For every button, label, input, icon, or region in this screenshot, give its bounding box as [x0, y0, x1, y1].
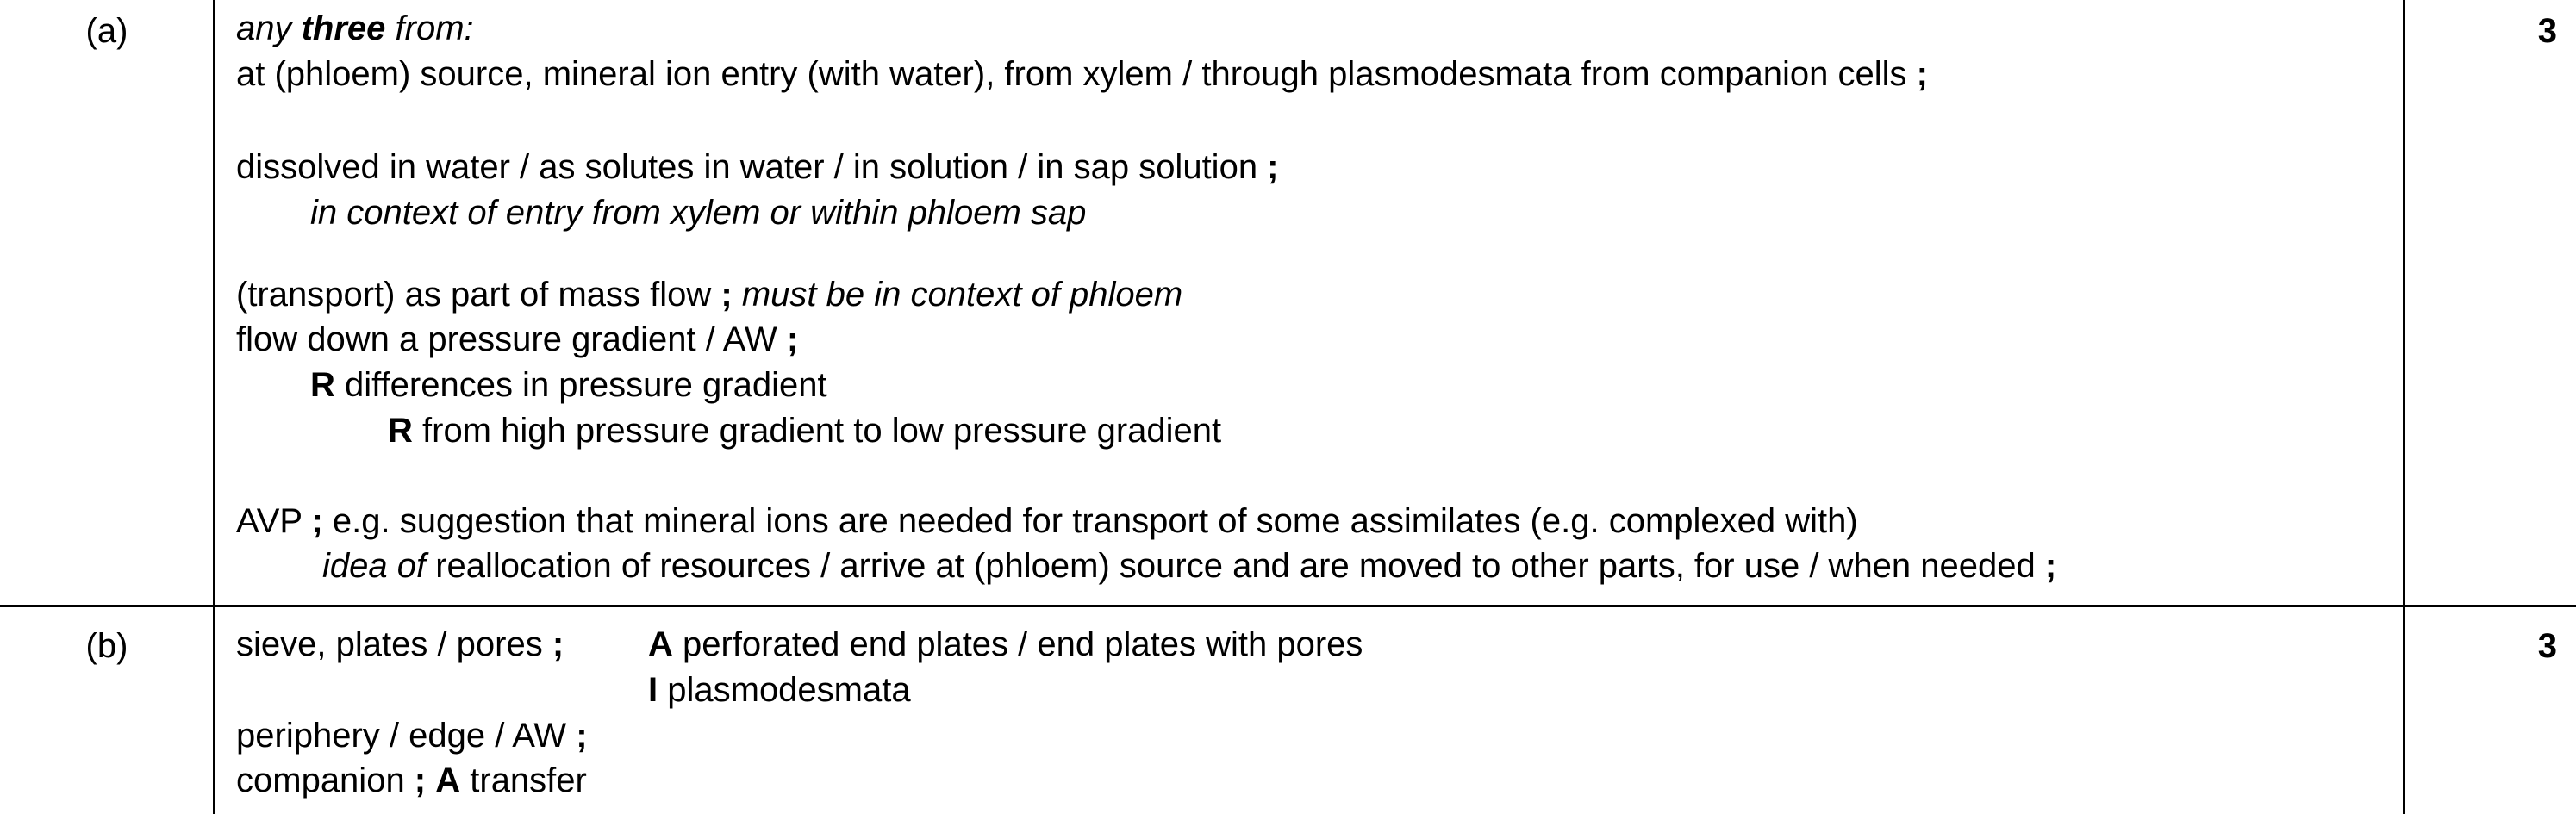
mark-separator: ;	[1916, 55, 1928, 93]
part-a-point-4	[236, 318, 798, 361]
point-text: e.g. suggestion that mineral ions are needed for transport of some assimilates (e.g. complexed with)	[322, 502, 1858, 540]
mark-separator: ;	[2044, 547, 2057, 585]
part-a-label: (a)	[85, 12, 128, 50]
part-a-point-5	[236, 500, 1858, 543]
idea-of: idea of	[322, 547, 427, 585]
accept-code: A	[435, 761, 461, 799]
point-text: sieve, plates / pores	[236, 625, 552, 663]
mark-separator: ;	[1267, 148, 1279, 186]
point-pre: AVP	[236, 502, 312, 540]
part-b-label: (b)	[85, 627, 128, 665]
mark-separator: ;	[414, 761, 427, 799]
part-a-point-5-detail	[322, 544, 2056, 587]
mark-separator: ;	[552, 625, 564, 663]
heading-bold: three	[301, 9, 386, 47]
part-a-point-3	[236, 273, 1182, 316]
reject-text: differences in pressure gradient	[334, 366, 827, 404]
mark-separator: ;	[720, 276, 733, 314]
ignore-code: I	[648, 671, 658, 709]
point-text: flow down a pressure gradient / AW	[236, 320, 787, 358]
guidance-note: must be in context of phloem	[732, 276, 1183, 314]
part-b-marks: 3	[2537, 627, 2557, 665]
column-divider-left	[213, 0, 215, 814]
accept-code: A	[648, 625, 673, 663]
point-text: dissolved in water / as solutes in water / in solution / in sap solution	[236, 148, 1268, 186]
point-text: companion	[236, 761, 415, 799]
mark-separator: ;	[576, 717, 588, 755]
part-a-reject-1	[310, 364, 827, 407]
heading-post: from:	[385, 9, 474, 47]
part-a-point-1	[236, 53, 1928, 96]
ignore-text: plasmodesmata	[658, 671, 911, 709]
reject-text: from high pressure gradient to low pressure gradient	[412, 412, 1222, 450]
reject-code: R	[388, 412, 413, 450]
heading-pre: any	[236, 9, 302, 47]
point-text: at (phloem) source, mineral ion entry (with water), from xylem / through plasmodesmata from companion cells	[236, 55, 1917, 93]
reject-code: R	[310, 366, 335, 404]
part-b-point-3	[236, 759, 587, 802]
part-a-reject-2	[388, 409, 1221, 452]
point-text: periphery / edge / AW	[236, 717, 577, 755]
part-a-heading	[236, 7, 474, 50]
point-text: reallocation of resources / arrive at (phloem) source and are moved to other parts, for use / when needed	[426, 547, 2045, 585]
mark-separator: ;	[786, 320, 799, 358]
row-divider	[0, 605, 2576, 607]
part-b-point-2	[236, 714, 588, 757]
point-text: (transport) as part of mass flow	[236, 276, 721, 314]
accept-text: perforated end plates / end plates with pores	[672, 625, 1363, 663]
part-a-marks: 3	[2537, 12, 2557, 50]
part-a-guidance: in context of entry from xylem or within phloem sap	[310, 194, 1087, 232]
column-divider-right	[2403, 0, 2405, 814]
part-b-point-1	[236, 623, 564, 666]
accept-text: transfer	[460, 761, 587, 799]
mark-separator: ;	[311, 502, 323, 540]
part-a-point-2	[236, 146, 1279, 189]
part-b-ignore-1	[648, 668, 911, 711]
part-b-accept-1	[648, 623, 1363, 666]
